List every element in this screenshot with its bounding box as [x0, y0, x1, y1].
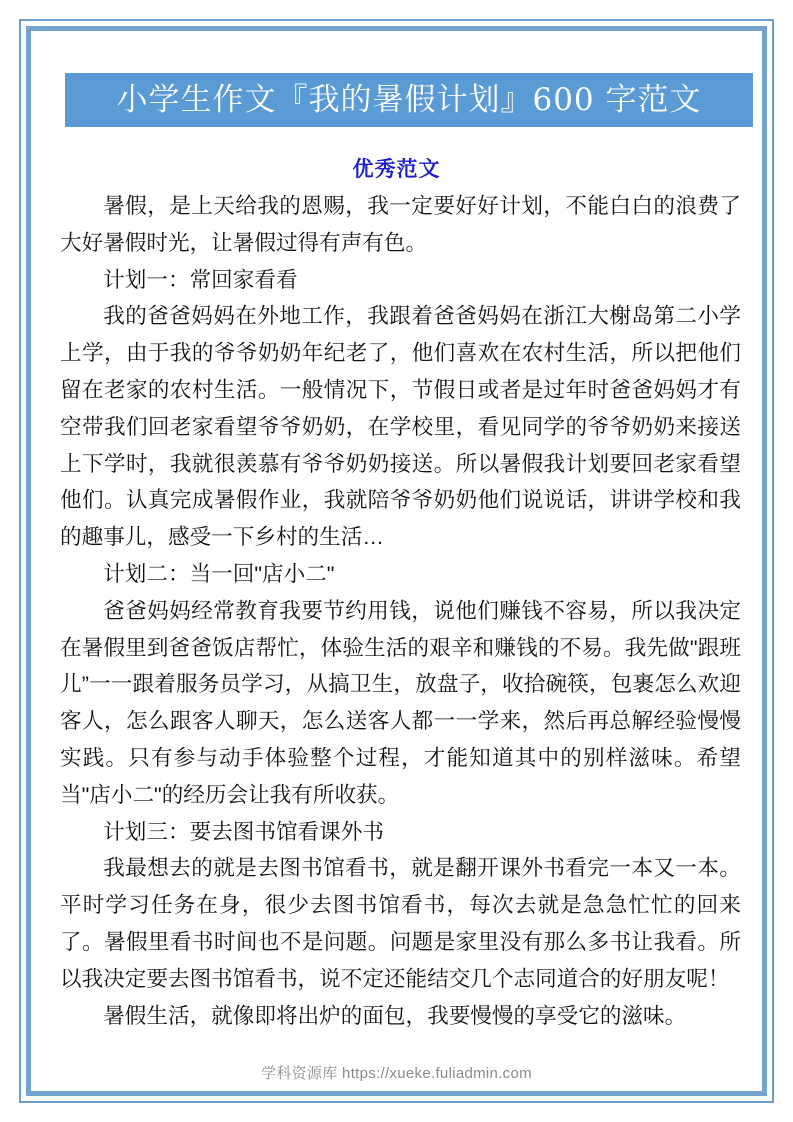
essay-body [60, 188, 741, 1034]
paragraph: 我的爸爸妈妈在外地工作，我跟着爸爸妈妈在浙江大榭岛第二小学上学，由于我的爷爷奶奶年纪老了，他们喜欢在农村生活，所以把他们留在老家的农村生活。一般情况下，节假日或者是过年时爸爸妈妈才有空带我们回老家看望爷爷奶奶，在学校里，看见同学的爷爷奶奶来接送上下学时，我就很羡慕有爷爷奶奶接送。所以暑假我计划要回老家看望他们。认真完成暑假作业，我就陪爷爷奶奶他们说说话，讲讲学校和我的趣事儿，感受一下乡村的生活… [60, 303, 741, 550]
page-title: 小学生作文『我的暑假计划』600 字范文 [116, 81, 702, 118]
paragraph: 暑假，是上天给我的恩赐，我一定要好好计划，不能白白的浪费了大好暑假时光，让暑假过得有声有色。 [60, 193, 741, 255]
paragraph: 暑假生活，就像即将出炉的面包，我要慢慢的享受它的滋味。 [103, 1002, 687, 1028]
plan-three-heading: 计划三：要去图书馆看课外书 [103, 818, 384, 844]
paragraph: 爸爸妈妈经常教育我要节约用钱，说他们赚钱不容易，所以我决定在暑假里到爸爸饭店帮忙，体验生活的艰辛和赚钱的不易。我先做"跟班儿”一一跟着服务员学习，从搞卫生，放盘子，收拾碗筷，包裹怎么欢迎客人，怎么跟客人聊天，怎么送客人都一一学来，然后再总解经验慢慢实践。只有参与动手体验整个过程，才能知道其中的别样滋味。希望当"店小二"的经历会让我有所收获。 [60, 597, 741, 807]
document-content [40, 40, 753, 1082]
plan-one-heading: 计划一：常回家看看 [103, 266, 298, 292]
paragraph: 我最想去的就是去图书馆看书，就是翻开课外书看完一本又一本。平时学习任务在身，很少去图书馆看书，每次去就是急急忙忙的回来了。暑假里看书时间也不是问题。问题是家里没有那么多书让我看。所以我决定要去图书馆看书，说不定还能结交几个志同道合的好朋友呢！ [60, 855, 741, 991]
title-banner [65, 73, 753, 127]
plan-two-heading: 计划二：当一回"店小二" [103, 560, 335, 586]
footer-watermark: 学科资源库 https://xueke.fuliadmin.com [261, 1065, 532, 1082]
subtitle-heading: 优秀范文 [352, 158, 441, 181]
